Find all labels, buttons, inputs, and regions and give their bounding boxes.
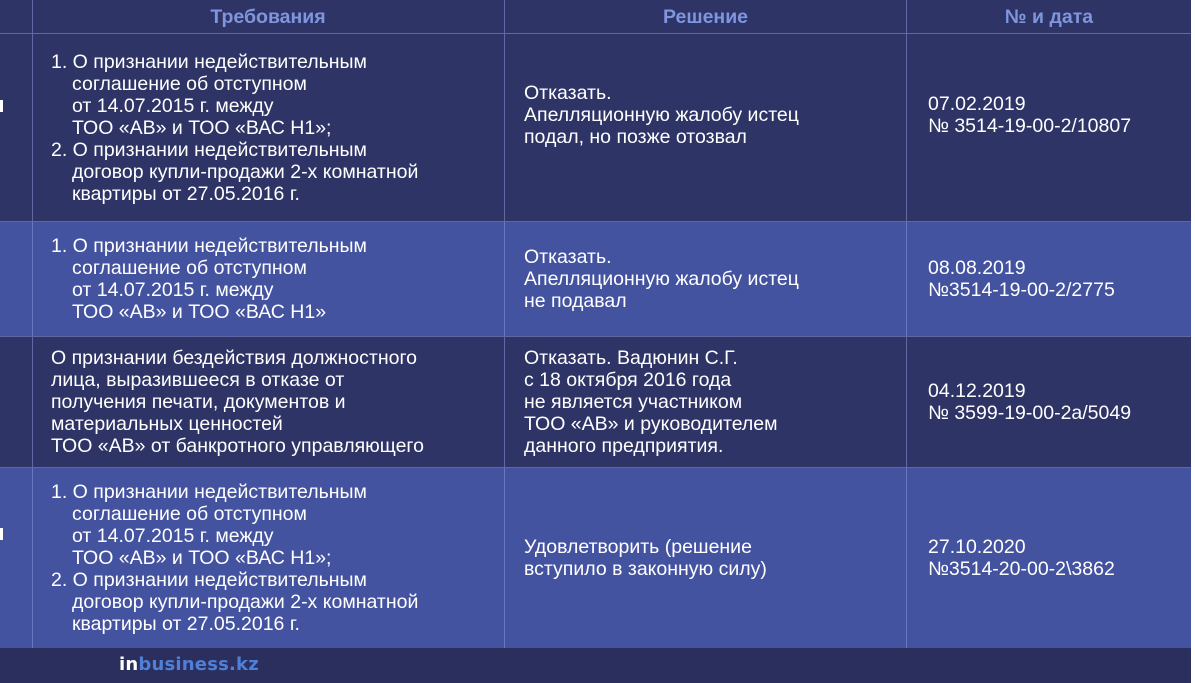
decision-line: Отказать. Вадюнин С.Г. [524,347,738,369]
requirements-cell [32,468,504,648]
decision-line: подал, но позже отозвал [524,126,747,148]
header-cell-empty [0,0,32,33]
requirements-line: О признании бездействия должностного [51,347,417,369]
case-date: 08.08.2019 [928,257,1026,279]
requirements-line: от 14.07.2015 г. между [72,525,274,547]
table-row [0,34,1195,221]
requirements-line: договор купли-продажи 2-х комнатной [72,160,419,183]
decision-cell [505,468,906,648]
decision-cell [505,222,906,336]
requirements-line: 1. О признании недействительным [51,235,367,257]
row-edge-mark [0,100,3,112]
requirements-line: ТОО «АВ» от банкротного управляющего [51,435,424,457]
requirements-line: материальных ценностей [51,413,283,435]
decision-line: данного предприятия. [524,435,724,457]
row-edge-mark [0,528,3,540]
requirements-line: 1. О признании недействительным [51,481,367,503]
case-date: 07.02.2019 [928,93,1026,115]
requirements-line: соглашение об отступном [72,72,307,95]
decision-line: Апелляционную жалобу истец [524,268,799,290]
requirements-line: ТОО «АВ» и ТОО «ВАС Н1» [72,301,327,323]
decision-line: Апелляционную жалобу истец [524,104,799,126]
requirements-line: соглашение об отступном [72,503,307,525]
requirements-line: 1. О признании недействительным [51,50,367,73]
requirements-cell [32,222,504,336]
number-date-cell [907,337,1191,467]
decision-line: Удовлетворить (решение [524,536,752,558]
footer [0,648,1195,683]
decision-line: с 18 октября 2016 года [524,369,732,391]
requirements-line: получения печати, документов и [51,391,346,413]
requirements-line: от 14.07.2015 г. между [72,279,274,301]
requirements-line: ТОО «АВ» и ТОО «ВАС Н1»; [72,547,332,569]
decision-line: ТОО «АВ» и руководителем [524,413,778,435]
table-row [0,337,1195,467]
header-number-date: № и дата [1004,5,1094,28]
requirements-line: 2. О признании недействительным [51,569,367,591]
case-number: № 3514-19-00-2/10807 [928,115,1132,137]
decision-line: не является участником [524,391,743,413]
number-date-cell [907,34,1191,221]
requirements-line: соглашение об отступном [72,257,307,279]
decision-cell [505,34,906,221]
table-header [0,0,1195,33]
requirements-line: 2. О признании недействительным [51,138,367,161]
requirements-cell [32,337,504,467]
requirements-line: квартиры от 27.05.2016 г. [72,613,300,635]
requirements-line: договор купли-продажи 2-х комнатной [72,591,419,613]
logo-domain: business.kz [138,654,259,675]
table-row [0,468,1195,648]
decision-cell [505,337,906,467]
decision-line: вступило в законную силу) [524,558,767,580]
table-row [0,222,1195,336]
right-edge-strip [1191,0,1195,683]
logo-prefix: in [119,654,139,675]
header-requirements: Требования [210,5,326,28]
inbusiness-logo [119,654,259,675]
requirements-cell [32,34,504,221]
requirements-line: лица, выразившееся в отказе от [51,369,345,391]
requirements-line: ТОО «АВ» и ТОО «ВАС Н1»; [72,116,332,139]
requirements-line: квартиры от 27.05.2016 г. [72,182,300,205]
decision-line: Отказать. [524,246,612,268]
case-number: № 3599-19-00-2а/5049 [928,402,1132,424]
case-date: 04.12.2019 [928,380,1026,402]
decision-line: Отказать. [524,82,612,104]
case-number: №3514-20-00-2\3862 [928,558,1115,580]
case-date: 27.10.2020 [928,536,1026,558]
case-number: №3514-19-00-2/2775 [928,279,1115,301]
number-date-cell [907,468,1191,648]
number-date-cell [907,222,1191,336]
header-decision: Решение [662,5,749,28]
decision-line: не подавал [524,290,627,312]
requirements-line: от 14.07.2015 г. между [72,94,274,117]
